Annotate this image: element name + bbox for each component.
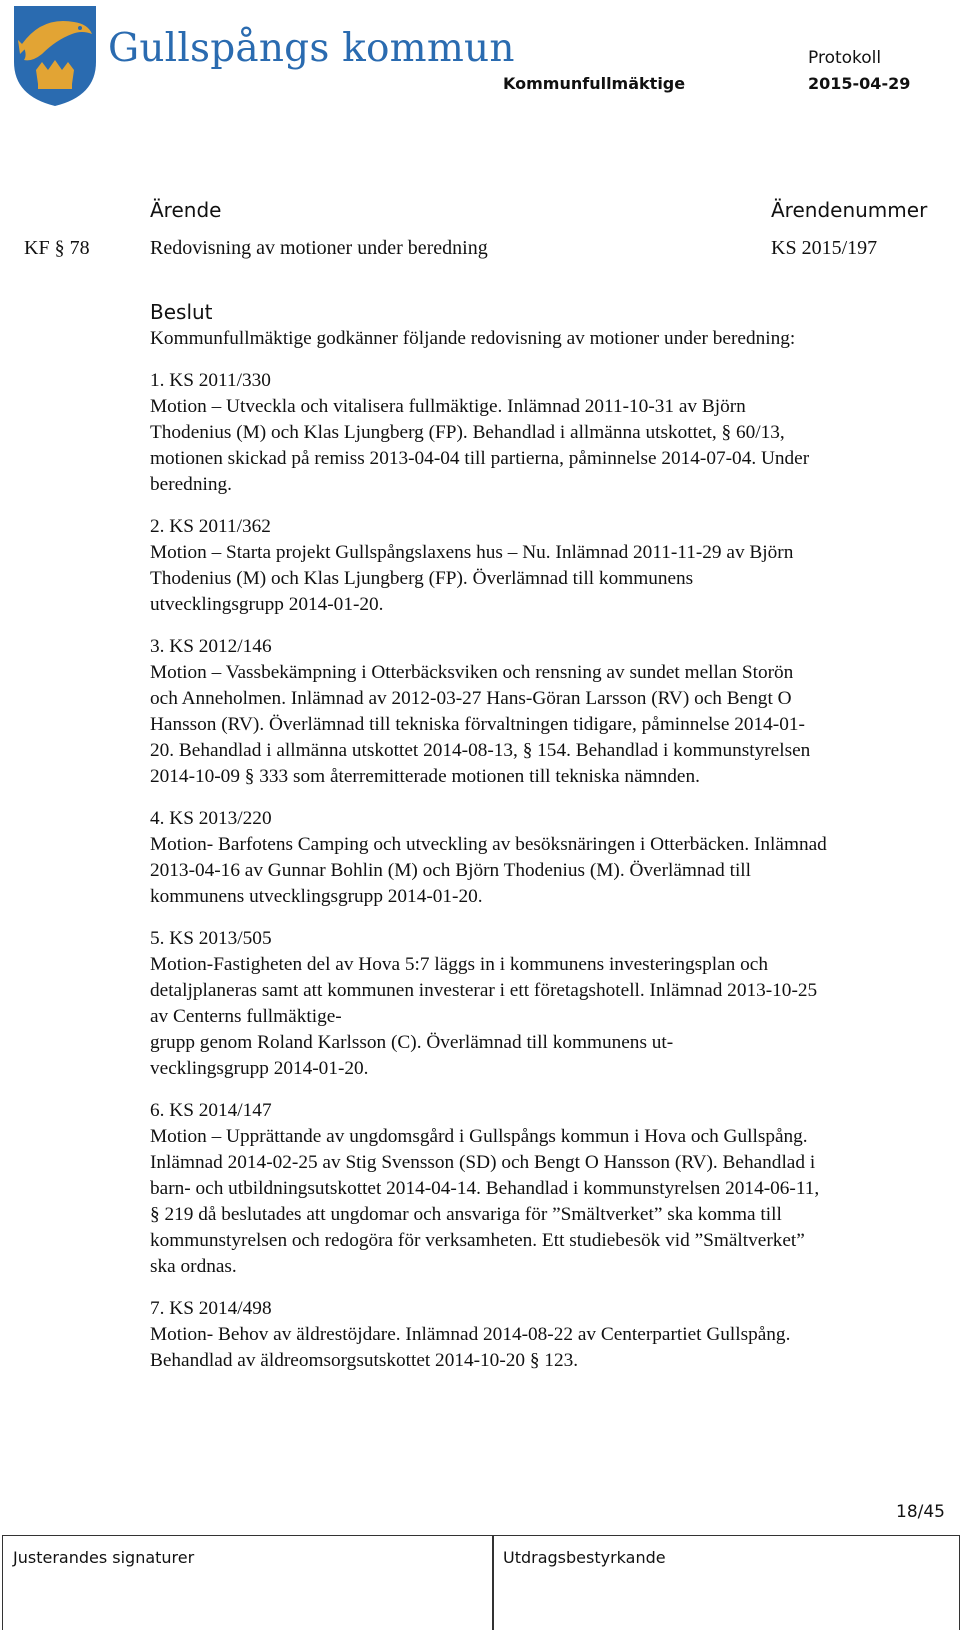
motion-text-line: beredning. bbox=[150, 474, 232, 495]
document-type: Protokoll bbox=[808, 48, 882, 68]
motion-text-line: 2013-04-16 av Gunnar Bohlin (M) och Björn Thodenius (M). Överlämnad till bbox=[150, 860, 752, 881]
motion-text-line: motionen skickad på remiss 2013-04-04 till partierna, påminnelse 2014-07-04. Under bbox=[150, 448, 810, 469]
motion-item bbox=[150, 1296, 950, 1374]
arende-label: Ärende bbox=[150, 198, 222, 222]
motion-text-line: utvecklingsgrupp 2014-01-20. bbox=[150, 594, 384, 615]
org-name: Gullspångs kommun bbox=[108, 26, 515, 71]
motion-item bbox=[150, 514, 950, 618]
motion-text-line: Hansson (RV). Överlämnad till tekniska förvaltningen tidigare, påminnelse 2014-01- bbox=[150, 714, 805, 735]
motion-heading: 2. KS 2011/362 bbox=[150, 516, 271, 537]
motion-heading: 3. KS 2012/146 bbox=[150, 636, 272, 657]
extract-certification-label: Utdragsbestyrkande bbox=[503, 1548, 666, 1567]
case-number: KS 2015/197 bbox=[771, 237, 878, 259]
motion-text-line: Thodenius (M) och Klas Ljungberg (FP). Behandlad i allmänna utskottet, § 60/13, bbox=[150, 422, 785, 443]
motion-text-line: kommunens utvecklingsgrupp 2014-01-20. bbox=[150, 886, 483, 907]
document-body-name: Kommunfullmäktige bbox=[503, 74, 686, 93]
motion-heading: 7. KS 2014/498 bbox=[150, 1298, 272, 1319]
motion-heading: 6. KS 2014/147 bbox=[150, 1100, 272, 1121]
motion-text-line: barn- och utbildningsutskottet 2014-04-14. Behandlad i kommunstyrelsen 2014-06-11, bbox=[150, 1178, 820, 1199]
motion-text-line: Motion-Fastigheten del av Hova 5:7 läggs in i kommunens investeringsplan och bbox=[150, 954, 768, 975]
case-title: Redovisning av motioner under beredning bbox=[150, 237, 488, 259]
decision-intro: Kommunfullmäktige godkänner följande redovisning av motioner under beredning: bbox=[150, 328, 796, 349]
arendenummer-label: Ärendenummer bbox=[771, 198, 928, 222]
motion-text-line: 2014-10-09 § 333 som återremitterade motionen till tekniska nämnden. bbox=[150, 766, 700, 787]
motion-text-line: Behandlad av äldreomsorgsutskottet 2014-10-20 § 123. bbox=[150, 1350, 579, 1371]
motion-item bbox=[150, 806, 950, 910]
footer-divider bbox=[492, 1536, 494, 1630]
decision-body bbox=[150, 326, 950, 1390]
motion-text-line: detaljplaneras samt att kommunen investerar i ett företagshotell. Inlämnad 2013-10-25 bbox=[150, 980, 818, 1001]
motion-item bbox=[150, 1098, 950, 1280]
motion-heading: 1. KS 2011/330 bbox=[150, 370, 271, 391]
motion-heading: 4. KS 2013/220 bbox=[150, 808, 272, 829]
motion-item bbox=[150, 634, 950, 790]
motion-text-line: Inlämnad 2014-02-25 av Stig Svensson (SD) och Bengt O Hansson (RV). Behandlad i bbox=[150, 1152, 816, 1173]
motion-text-line: och Anneholmen. Inlämnad av 2012-03-27 Hans-Göran Larsson (RV) och Bengt O bbox=[150, 688, 792, 709]
motion-text-line: § 219 då beslutades att ungdomar och ansvariga för ”Smältverket” ska komma till bbox=[150, 1204, 782, 1225]
motion-text-line: ska ordnas. bbox=[150, 1256, 237, 1277]
kf-paragraph-number: KF § 78 bbox=[24, 237, 90, 259]
motion-text-line: Motion – Utveckla och vitalisera fullmäktige. Inlämnad 2011-10-31 av Björn bbox=[150, 396, 746, 417]
motion-text-line: Motion- Barfotens Camping och utveckling av besöksnäringen i Otterbäcken. Inlämnad bbox=[150, 834, 827, 855]
document-date: 2015-04-29 bbox=[808, 74, 911, 93]
motion-text-line: 20. Behandlad i allmänna utskottet 2014-08-13, § 154. Behandlad i kommunstyrelsen bbox=[150, 740, 811, 761]
signatures-label: Justerandes signaturer bbox=[13, 1548, 195, 1567]
motion-text-line: Motion- Behov av äldrestöjdare. Inlämnad 2014-08-22 av Centerpartiet Gullspång. bbox=[150, 1324, 791, 1345]
motion-text-line: Motion – Vassbekämpning i Otterbäcksviken och rensning av sundet mellan Storön bbox=[150, 662, 794, 683]
motion-item bbox=[150, 368, 950, 498]
motion-heading: 5. KS 2013/505 bbox=[150, 928, 272, 949]
motion-text-line: grupp genom Roland Karlsson (C). Överlämnad till kommunens ut- bbox=[150, 1032, 674, 1053]
decision-heading: Beslut bbox=[150, 300, 213, 324]
page-number: 18/45 bbox=[896, 1502, 945, 1522]
motion-text-line: Motion – Starta projekt Gullspångslaxens hus – Nu. Inlämnad 2011-11-29 av Björn bbox=[150, 542, 794, 563]
motion-text-line: kommunstyrelsen och redogöra för verksamheten. Ett studiebesök vid ”Smältverket” bbox=[150, 1230, 805, 1251]
motion-text-line: av Centerns fullmäktige- bbox=[150, 1006, 342, 1027]
gullspang-coat-of-arms-icon bbox=[12, 4, 98, 108]
signature-footer bbox=[2, 1535, 960, 1630]
motion-text-line: vecklingsgrupp 2014-01-20. bbox=[150, 1058, 369, 1079]
motion-text-line: Motion – Upprättande av ungdomsgård i Gullspångs kommun i Hova och Gullspång. bbox=[150, 1126, 808, 1147]
motion-text-line: Thodenius (M) och Klas Ljungberg (FP). Överlämnad till kommunens bbox=[150, 568, 694, 589]
motion-item bbox=[150, 926, 950, 1082]
